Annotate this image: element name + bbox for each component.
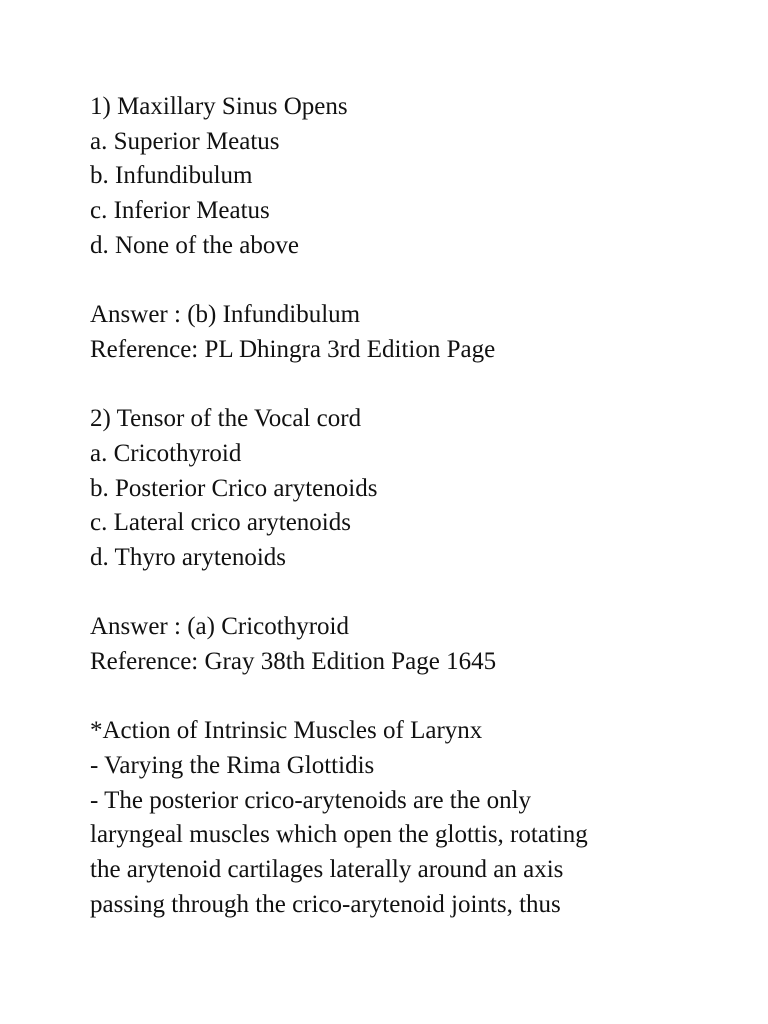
question-1-reference: Reference: PL Dhingra 3rd Edition Page: [90, 335, 496, 363]
spacer: [90, 368, 730, 403]
notes-line: - Varying the Rima Glottidis: [90, 752, 375, 780]
notes-line: laryngeal muscles which open the glottis, rotating: [90, 821, 588, 849]
question-1: [90, 90, 730, 368]
notes-heading: *Action of Intrinsic Muscles of Larynx: [90, 717, 483, 745]
question-1-option-d: d. None of the above: [90, 231, 299, 259]
question-1-text: 1) Maxillary Sinus Opens: [90, 93, 348, 120]
question-2: [90, 402, 730, 680]
spacer: [90, 680, 730, 715]
question-2-option-c: c. Lateral crico arytenoids: [90, 509, 351, 537]
spacer: [90, 263, 730, 298]
question-1-option-c: c. Inferior Meatus: [90, 197, 270, 225]
document-body: [90, 90, 730, 923]
question-1-option-b: b. Infundibulum: [90, 162, 253, 190]
question-2-reference: Reference: Gray 38th Edition Page 1645: [90, 648, 497, 675]
question-2-option-b: b. Posterior Crico arytenoids: [90, 474, 378, 502]
notes-section: [90, 714, 730, 922]
question-2-option-a: a. Cricothyroid: [90, 439, 242, 467]
notes-line: - The posterior crico-arytenoids are the only: [90, 786, 532, 814]
question-2-option-d: d. Thyro arytenoids: [90, 543, 287, 571]
question-1-answer: Answer : (b) Infundibulum: [90, 301, 361, 329]
question-1-option-a: a. Superior Meatus: [90, 127, 280, 155]
notes-line: passing through the crico-arytenoid joints, thus: [90, 890, 561, 918]
question-2-text: 2) Tensor of the Vocal cord: [90, 405, 362, 433]
notes-line: the arytenoid cartilages laterally around an axis: [90, 856, 564, 884]
spacer: [90, 576, 730, 611]
question-2-answer: Answer : (a) Cricothyroid: [90, 613, 349, 641]
